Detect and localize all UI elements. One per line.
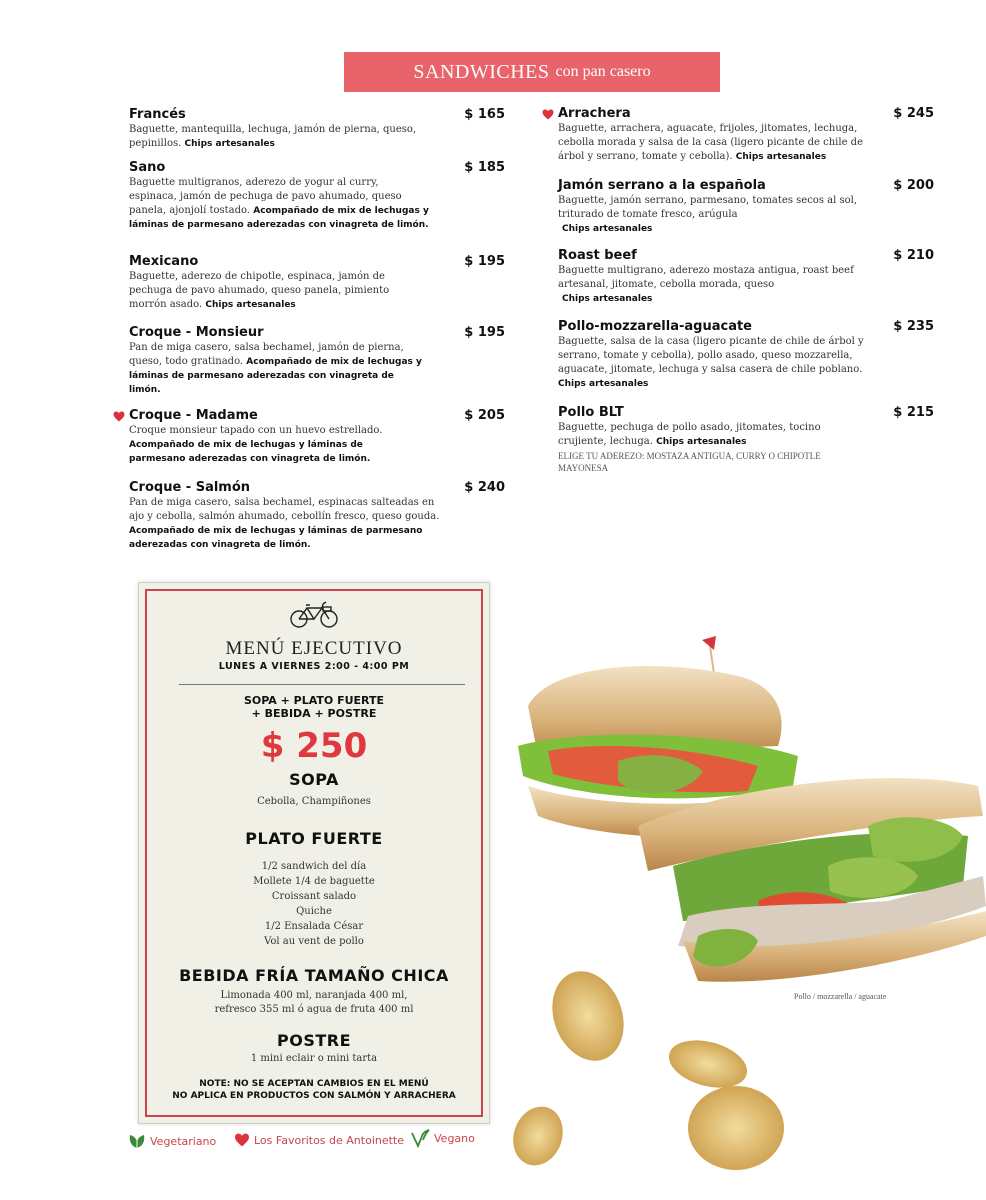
menu-ejecutivo-card (138, 582, 490, 1124)
item-name: Croque - Madame (129, 408, 258, 423)
item-description: Baguette multigranos, aderezo de yogur al curry, espinaca, jamón de pechuga de pavo ahumado, queso panela, ajonjolí tostado. (129, 177, 402, 216)
bebida-options-line-2: refresco 355 ml ó agua de fruta 400 ml (214, 1004, 414, 1015)
item-price: $ 165 (464, 107, 505, 122)
legend-vegano-label: Vegano (434, 1131, 475, 1145)
item-description: Baguette multigrano, aderezo mostaza antigua, roast beef artesanal, jitomate, cebolla morada, queso (558, 265, 854, 290)
item-price: $ 240 (464, 480, 505, 495)
combo-price: $ 250 (260, 726, 368, 766)
plato-option: Quiche (296, 906, 332, 917)
plato-option: 1/2 Ensalada César (264, 921, 364, 932)
item-dressing-note: ELIGE TU ADEREZO: MOSTAZA ANTIGUA, CURRY O CHIPOTLE MAYONESA (558, 451, 821, 473)
menu-item-croque-salmon[interactable] (129, 480, 505, 552)
bebida-options-line-1: Limonada 400 ml, naranjada 400 ml, (220, 990, 408, 1001)
menu-item-pollo-mozzarella-aguacate[interactable] (558, 319, 934, 391)
item-price: $ 185 (464, 160, 505, 175)
item-price: $ 210 (893, 248, 934, 263)
combo-line-1: SOPA + PLATO FUERTE (243, 694, 385, 707)
item-side: Acompañado de mix de lechugas y láminas de parmesano aderezadas con vinagreta de limón. (129, 357, 422, 395)
menu-item-mexicano[interactable] (129, 254, 505, 312)
item-name: Pollo-mozzarella-aguacate (558, 319, 753, 334)
legend-vegetariano (128, 1133, 216, 1149)
item-description: Pan de miga casero, salsa bechamel, jamón de pierna, queso, todo gratinado. (129, 342, 404, 367)
item-name: Roast beef (558, 248, 637, 263)
favorite-heart-icon (113, 411, 125, 422)
legend-vegano (410, 1128, 475, 1148)
item-price: $ 235 (893, 319, 934, 334)
plato-option: Croissant salado (271, 891, 357, 902)
item-price: $ 195 (464, 254, 505, 269)
menu-item-croque-monsieur[interactable] (129, 325, 505, 397)
menu-item-frances[interactable] (129, 107, 505, 151)
item-description: Baguette, salsa de la casa (ligero picante de chile de árbol y serrano, tomate y cebolla), pollo asado, queso mozzarella, aguacate, jitomate, lechuga y salsa casera de chile poblano. (558, 336, 864, 375)
item-side: Acompañado de mix de lechugas y láminas de parmesano aderezadas con vinagreta de limón. (129, 526, 423, 550)
item-price: $ 195 (464, 325, 505, 340)
item-side: Chips artesanales (562, 224, 653, 234)
sopa-options: Cebolla, Champiñones (257, 796, 371, 807)
item-price: $ 205 (464, 408, 505, 423)
item-side: Acompañado de mix de lechugas y láminas de parmesano aderezadas con vinagreta de limón. (129, 206, 429, 230)
item-name: Arrachera (558, 106, 631, 121)
item-name: Mexicano (129, 254, 199, 269)
note-line-2: NO APLICA EN PRODUCTOS CON SALMÓN Y ARRACHERA (172, 1091, 456, 1101)
vegetarian-leaf-icon (128, 1133, 146, 1149)
item-description: Baguette, jamón serrano, parmesano, tomates secos al sol, triturado de tomate fresco, arúgula (558, 195, 857, 220)
item-side: Chips artesanales (656, 437, 747, 447)
legend-favoritos-label: Los Favoritos de Antoinette (254, 1133, 405, 1147)
postre-options: 1 mini eclair o mini tarta (250, 1053, 378, 1064)
item-side: Chips artesanales (735, 152, 827, 162)
item-description: Pan de miga casero, salsa bechamel, espinacas salteadas en ajo y cebolla, salmón ahumado, cebollín fresco, queso gouda. (129, 497, 440, 522)
divider (179, 684, 465, 685)
item-description: Baguette, mantequilla, lechuga, jamón de pierna, queso, pepinillos. (129, 124, 417, 149)
card-title: MENÚ EJECUTIVO (225, 638, 403, 659)
plato-option: 1/2 sandwich del día (261, 861, 367, 872)
postre-title: POSTRE (276, 1031, 351, 1050)
sopa-title: SOPA (289, 770, 339, 789)
section-title: SANDWICHES (413, 60, 550, 83)
photo-caption: Pollo / mozzarella / aguacate (794, 992, 887, 1001)
plato-option: Mollete 1/4 de baguette (253, 876, 375, 887)
item-description: Baguette, aderezo de chipotle, espinaca, jamón de pechuga de pavo ahumado, queso panela, pimiento morrón asado. (129, 271, 390, 310)
item-name: Croque - Monsieur (129, 325, 264, 340)
menu-item-sano[interactable] (129, 160, 505, 232)
favorite-heart-icon (234, 1133, 250, 1147)
item-side: Chips artesanales (562, 294, 653, 304)
item-description: Baguette, pechuga de pollo asado, jitomates, tocino crujiente, lechuga. (558, 422, 821, 447)
menu-item-roast-beef[interactable] (558, 248, 934, 306)
item-side: Chips artesanales (558, 379, 649, 389)
item-name: Francés (129, 107, 186, 122)
sandwich-photo (508, 636, 986, 1200)
menu-item-jamon-serrano[interactable] (558, 178, 934, 236)
menu-item-croque-madame[interactable] (129, 408, 505, 466)
plato-option: Vol au vent de pollo (264, 936, 364, 947)
item-price: $ 215 (893, 405, 934, 420)
note-line-1: NOTE: NO SE ACEPTAN CAMBIOS EN EL MENÚ (199, 1079, 429, 1089)
plato-fuerte-title: PLATO FUERTE (245, 829, 383, 848)
menu-item-arrachera[interactable] (558, 106, 934, 164)
legend-vegetariano-label: Vegetariano (150, 1134, 217, 1148)
item-name: Sano (129, 160, 166, 175)
item-price: $ 200 (893, 178, 934, 193)
section-banner (344, 52, 720, 92)
menu-item-pollo-blt[interactable] (558, 405, 934, 474)
favorite-heart-icon (542, 109, 554, 120)
item-price: $ 245 (893, 106, 934, 121)
item-name: Jamón serrano a la española (558, 178, 766, 193)
bebida-title: BEBIDA FRÍA TAMAÑO CHICA (179, 966, 449, 985)
section-subtitle: con pan casero (555, 63, 651, 80)
combo-line-2: + BEBIDA + POSTRE (251, 707, 377, 720)
item-name: Pollo BLT (558, 405, 624, 420)
item-description: Croque monsieur tapado con un huevo estrellado. (129, 425, 383, 436)
item-name: Croque - Salmón (129, 480, 251, 495)
vegan-v-leaf-icon (410, 1128, 430, 1148)
legend-favoritos (234, 1133, 404, 1147)
item-side: Chips artesanales (205, 300, 296, 310)
item-side: Acompañado de mix de lechugas y láminas de parmesano aderezadas con vinagreta de limón. (129, 440, 371, 464)
item-side: Chips artesanales (184, 139, 275, 149)
item-description: Baguette, arrachera, aguacate, frijoles, jitomates, lechuga, cebolla morada y salsa de la casa (ligero picante de chile de árbol y serrano, tomate y cebolla). (558, 123, 863, 162)
card-schedule: LUNES A VIERNES 2:00 - 4:00 PM (218, 661, 410, 672)
bicycle-icon (289, 599, 339, 629)
